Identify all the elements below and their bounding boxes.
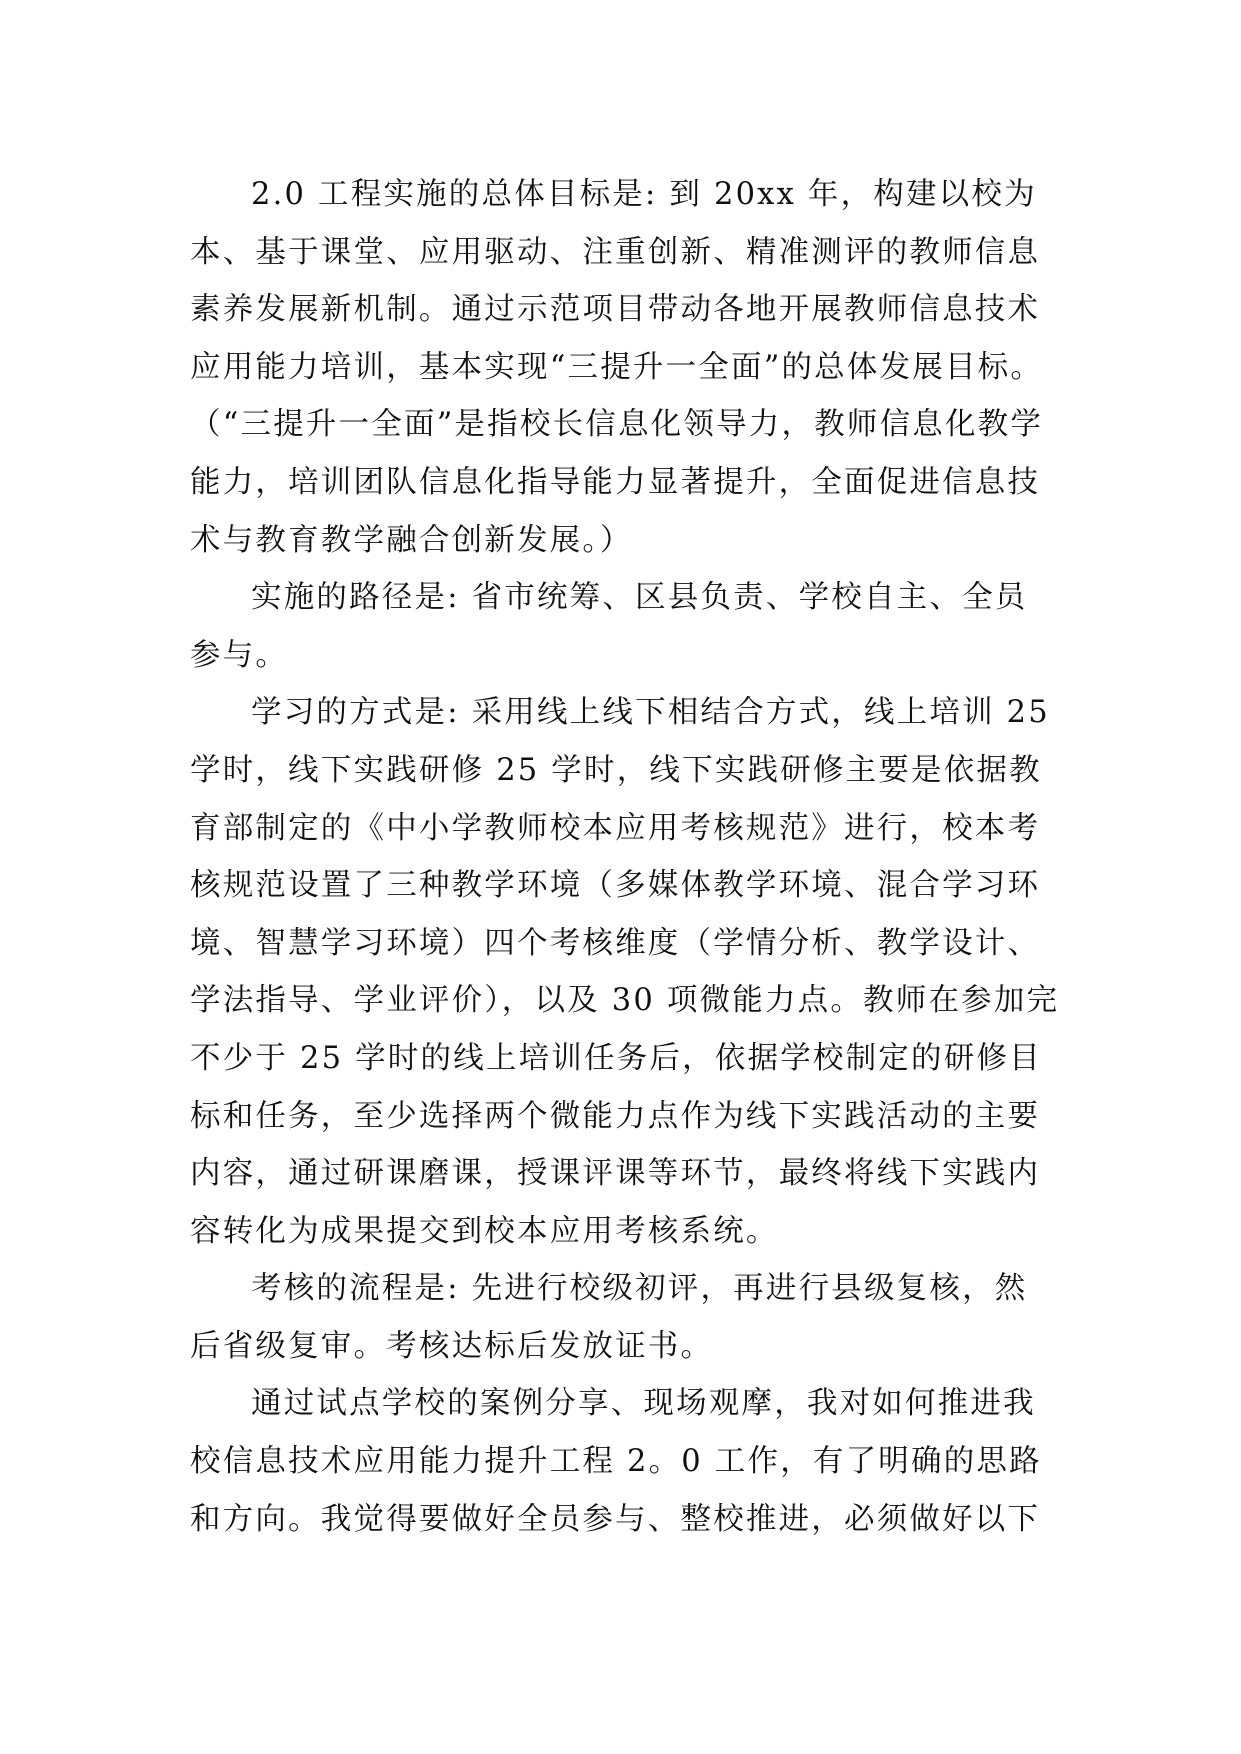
paragraph-goal: 2.0 工程实施的总体目标是: 到 20xx 年，构建以校为本、基于课堂、应用驱动、注重创新、精准测评的教师信息素养发展新机制。通过示范项目带动各地开展教师信息技术应用能力培训，基本实现“三提升一全面”的总体发展目标。（“三提升一全面”是指校长信息化领导力，教师信息化教学能力，培训团队信息化指导能力显著提升，全面促进信息技术与教育教学融合创新发展。） [190, 177, 1044, 558]
document-body [190, 166, 1060, 1548]
paragraph-assessment-process: 考核的流程是: 先进行校级初评，再进行县级复核，然后省级复审。考核达标后发放证书。 [190, 1271, 1028, 1364]
paragraph-reflection: 通过试点学校的案例分享、现场观摩，我对如何推进我校信息技术应用能力提升工程 2。0 工作，有了明确的思路和方向。我觉得要做好全员参与、整校推进，必须做好以下 [190, 1386, 1042, 1537]
paragraph-learning-method: 学习的方式是: 采用线上线下相结合方式，线上培训 25 学时，线下实践研修 25 学时，线下实践研修主要是依据教育部制定的《中小学教师校本应用考核规范》进行，校本考核规范设置了三种教学环境（多媒体教学环境、混合学习环境、智慧学习环境）四个考核维度（学情分析、教学设计、学法指导、学业评价），以及 30 项微能力点。教师在参加完不少于 25 学时的线上培训任务后，依据学校制定的研修目标和任务，至少选择两个微能力点作为线下实践活动的主要内容，通过研课磨课，授课评课等环节，最终将线下实践内容转化为成果提交到校本应用考核系统。 [190, 695, 1060, 1249]
paragraph-path: 实施的路径是: 省市统筹、区县负责、学校自主、全员参与。 [190, 580, 1028, 673]
